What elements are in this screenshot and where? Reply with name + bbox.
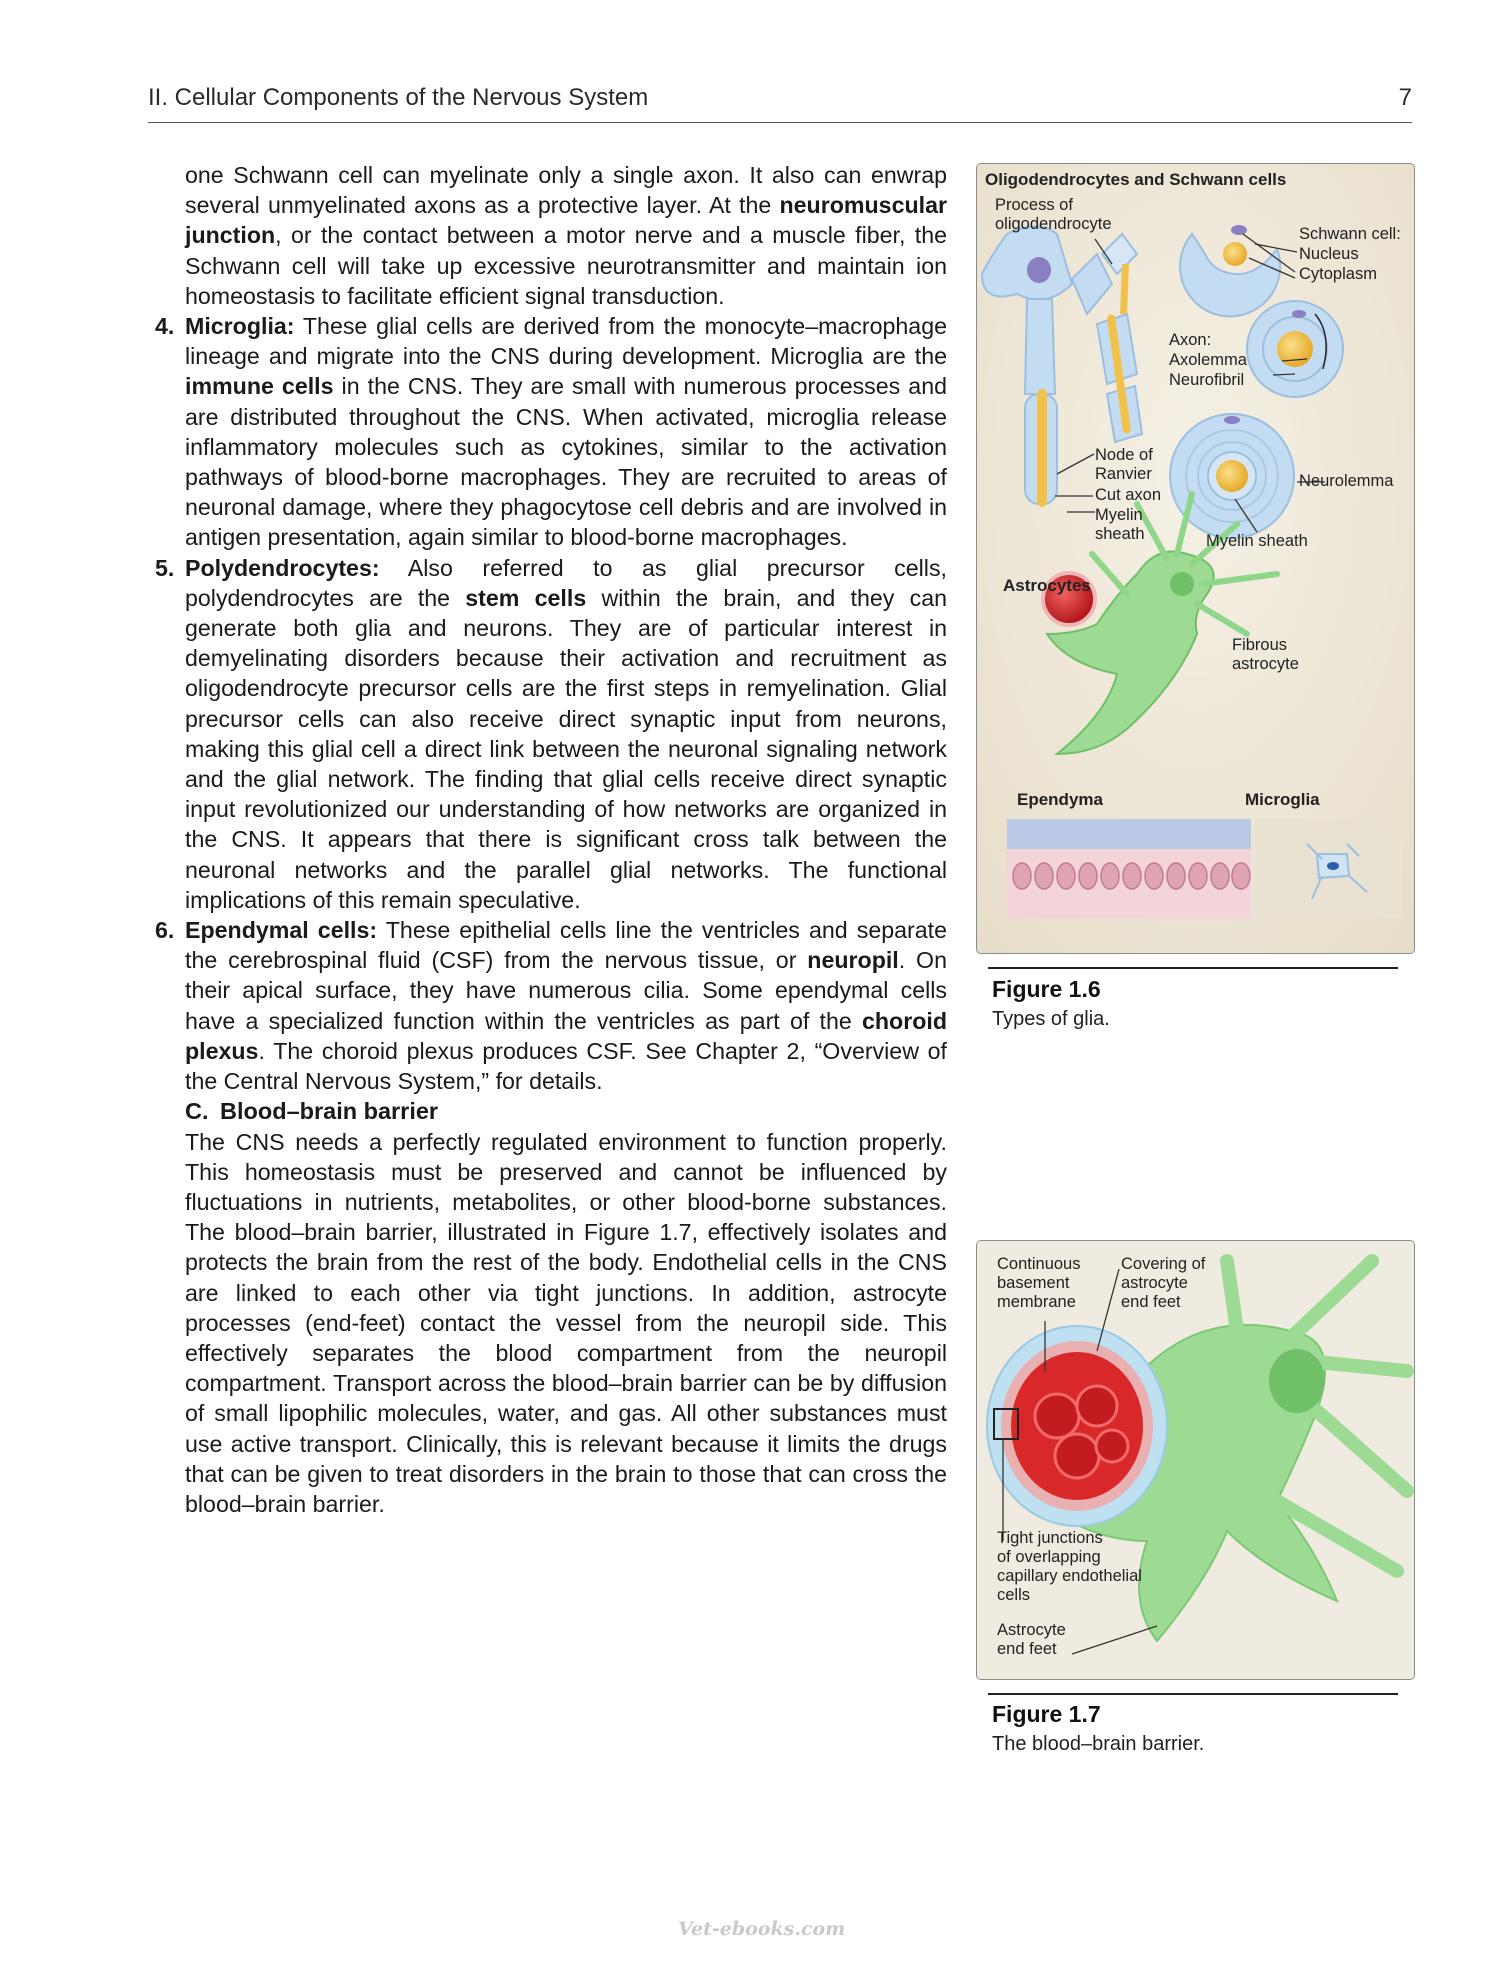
running-header [148, 82, 1412, 123]
covering-label: Covering of astrocyte end feet [1121, 1255, 1206, 1311]
myelin-sheath-label: Myelin sheath [1206, 532, 1308, 550]
microglia-shape [1255, 819, 1402, 919]
ependyma-shape [1007, 819, 1251, 919]
fig1-caption-text: Types of glia. [992, 1008, 1110, 1030]
ependyma-heading: Ependyma [1017, 790, 1103, 809]
main-text-column [155, 160, 947, 1519]
fig1-heading: Oligodendrocytes and Schwann cells [985, 170, 1287, 189]
capillary-shape [987, 1326, 1167, 1526]
cytoplasm-label: Cytoplasm [1299, 265, 1377, 283]
process-label: Process of oligodendrocyte [995, 196, 1112, 233]
fibrous-label: Fibrous astrocyte [1232, 636, 1299, 673]
node-label: Node of Ranvier [1095, 446, 1153, 483]
axon-label: Axon: [1169, 331, 1212, 349]
endfeet-label: Astrocyte end feet [997, 1621, 1066, 1658]
tight-junctions-label: Tight junctions of overlapping capillary endothelial cells [997, 1529, 1142, 1604]
astrocytes-heading: Astrocytes [1003, 576, 1091, 595]
bbb-paragraph: The CNS needs a perfectly regulated environment to function properly. This homeostasis must be preserved and cannot be influenced by fluctuations in nutrients, metabolites, or other blood-borne substances. The blood–brain barrier, illustrated in Figure 1.7, effectively isolates and protects the brain from the rest of the body. Endothelial cells in the CNS are linked to each other via tight junctions. In addition, astrocyte processes (end-feet) contact the vessel from the neuropil side. This effectively separates the blood compartment from the neuropil compartment. Transport across the blood–brain barrier can be by diffusion of small lipophilic molecules, water, and gas. All other substances must use active transport. Clinically, this is relevant because it limits the drugs that can be given to treat disorders in the brain to those that can cross the blood–brain barrier. [185, 1128, 947, 1517]
list-item-polydendrocytes: 5. Polydendrocytes: Also referred to as glial precursor cells, polydendrocytes are the stem cells within the brain, and they can generate both glia and neurons. They are of particular interest in demyelinating disorders because their activation and recruitment as oligodendrocyte precursor cells are the first steps in remyelination. Glial precursor cells can also receive direct synaptic input from neurons, making this glial cell a direct link between the neuronal signaling network and the glial network. The finding that glial cells receive direct synaptic input revolutionized our understanding of how networks are organized in the CNS. It appears that there is significant cross talk between the neuronal networks and the parallel glial networks. The functional implications of this remain speculative. [155, 554, 947, 913]
watermark: Vet-ebooks.com [678, 1918, 846, 1940]
fig2-caption-text: The blood–brain barrier. [992, 1733, 1205, 1755]
fig2-caption-title: Figure 1.7 [992, 1701, 1101, 1727]
fig1-caption-rule [988, 967, 1398, 969]
running-header-title: II. Cellular Components of the Nervous System [148, 84, 649, 111]
intro-paragraph: one Schwann cell can myelinate only a single axon. It also can enwrap several unmyelinated axons as a protective layer. At the neuromuscular junction, or the contact between a motor nerve and a muscle fiber, the Schwann cell will take up excessive neurotransmitter and maintain ion homeostasis to facilitate efficient signal transduction. [185, 162, 947, 309]
basement-label: Continuous basement membrane [997, 1255, 1081, 1311]
neurofibril-label: Neurofibril [1169, 371, 1245, 389]
schwann-label: Schwann cell: [1299, 225, 1401, 243]
fig2-caption-rule [988, 1693, 1398, 1695]
figure-types-of-glia [976, 163, 1415, 954]
microglia-heading: Microglia [1245, 790, 1320, 809]
figure-blood-brain-barrier [976, 1240, 1415, 1680]
myelinating-axon-shape [1247, 301, 1343, 397]
cut-axon-label: Cut axon [1095, 486, 1162, 504]
fig1-caption-title: Figure 1.6 [992, 976, 1101, 1002]
list-item-microglia: 4. Microglia: These glial cells are derived from the monocyte–macrophage lineage and migrate into the CNS during development. Microglia are the immune cells in the CNS. They are small with numerous processes and are distributed throughout the CNS. When activated, microglia release inflammatory molecules such as cytokines, similar to the activation pathways of blood-borne macrophages. They are recruited to areas of neuronal damage, where they phagocytose cell debris and are involved in antigen presentation, again similar to blood-borne macrophages. [155, 313, 947, 551]
myelin-label: Myelin sheath [1095, 506, 1145, 543]
axolemma-label: Axolemma [1169, 351, 1247, 369]
page-number: 7 [1398, 84, 1412, 111]
nucleus-label: Nucleus [1299, 245, 1359, 263]
section-heading: C. Blood–brain barrier [185, 1098, 439, 1125]
list-item-ependymal: 6. Ependymal cells: These epithelial cells line the ventricles and separate the cerebrospinal fluid (CSF) from the nervous tissue, or neuropil. On their apical surface, they have numerous cilia. Some ependymal cells have a specialized function within the ventricles as part of the choroid plexus. The choroid plexus produces CSF. See Chapter 2, “Overview of the Central Nervous System,” for details. [155, 917, 947, 1095]
neurolemma-label: Neurolemma [1299, 472, 1394, 490]
